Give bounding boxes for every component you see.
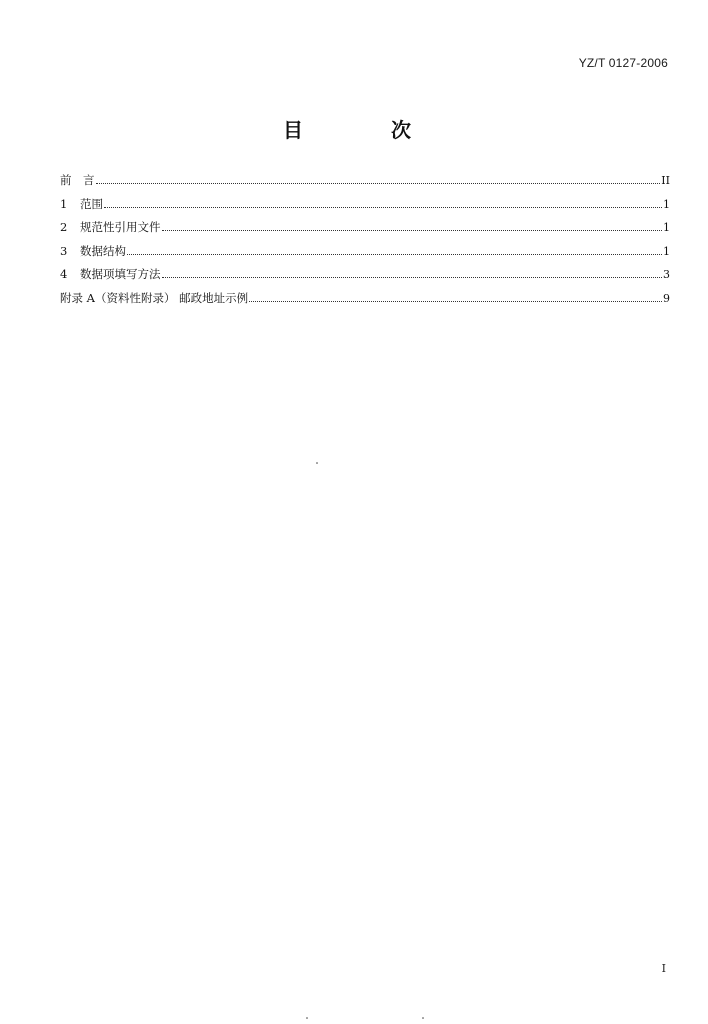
toc-entry-number: 3 [60,243,68,258]
toc-entry-scope[interactable] [60,196,670,220]
table-of-contents [60,172,670,313]
page-number: I [661,962,666,975]
toc-entry-label: 数据结构 [80,243,126,258]
toc-entry-number: 2 [60,220,68,234]
toc-entry-filling-method[interactable] [60,266,670,290]
toc-entry-data-structure[interactable] [60,243,670,267]
dot-leader [96,182,661,184]
toc-entry-normative-references[interactable] [60,219,670,243]
dot-leader [249,300,662,302]
toc-entry-page: 1 [663,221,670,234]
toc-entry-page: 9 [663,291,670,305]
dot-leader [104,206,662,208]
toc-entry-label: 附录 A（资料性附录） 邮政地址示例 [60,290,249,305]
dot-leader [162,229,663,231]
toc-entry-number: 4 [60,267,68,281]
scan-speck [316,462,318,464]
dot-leader [162,276,663,278]
toc-entry-label: 范围 [80,196,103,211]
toc-entry-appendix-a[interactable] [60,290,670,314]
toc-title: 目 次 [283,118,445,142]
scan-speck [306,1017,308,1019]
toc-entry-label: 数据项填写方法 [80,267,161,281]
toc-entry-page: 3 [663,268,670,281]
toc-entry-label: 前 言 [60,173,95,187]
toc-entry-foreword[interactable] [60,172,670,196]
standard-code: YZ/T 0127-2006 [578,56,668,70]
toc-entry-label: 规范性引用文件 [80,220,161,234]
dot-leader [127,253,662,255]
toc-entry-page: 1 [663,197,670,211]
toc-entry-number: 1 [60,196,68,211]
toc-entry-page: II [661,174,670,187]
scan-speck [422,1017,424,1019]
toc-entry-page: 1 [663,244,670,258]
